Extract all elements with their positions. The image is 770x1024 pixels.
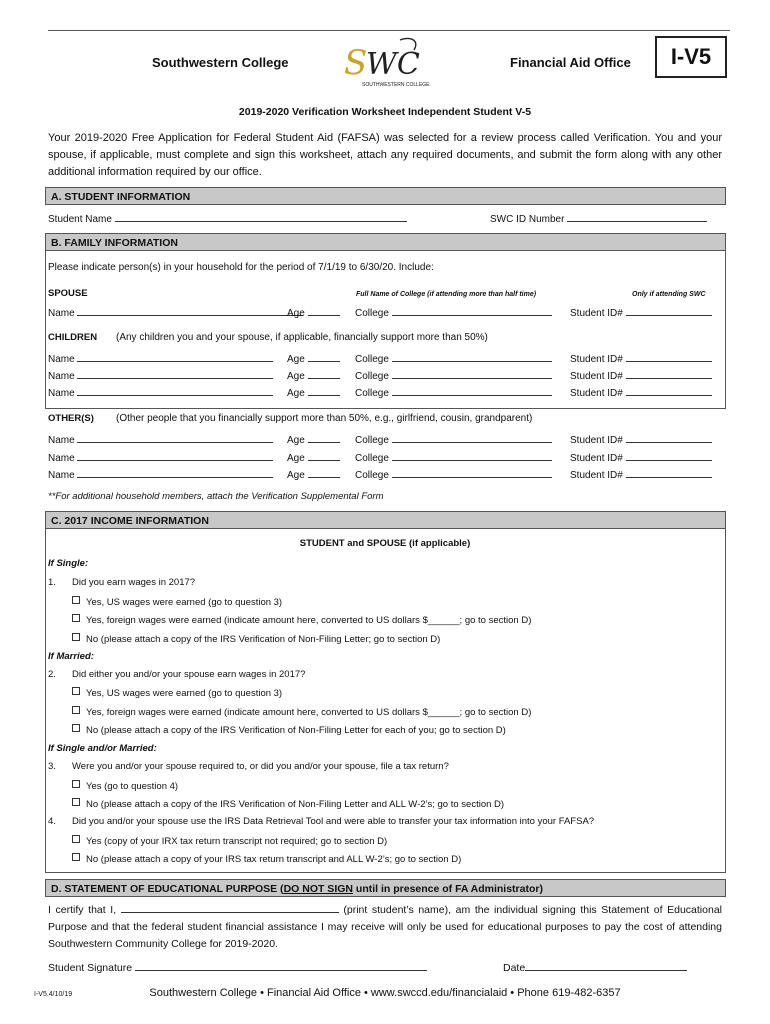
q2-text: Did either you and/or your spouse earn wages in 2017?	[72, 669, 306, 680]
q3-option-b[interactable]: No (please attach a copy of the IRS Verification of Non-Filing Letter and ALL W-2’s; go to section D)	[72, 798, 504, 810]
other-2-name-field[interactable]: Name	[48, 450, 273, 464]
checkbox[interactable]	[72, 853, 80, 861]
q1-option-c[interactable]: No (please attach a copy of the IRS Verification of Non-Filing Letter; go to section D)	[72, 633, 440, 645]
q4-number: 4.	[48, 816, 56, 827]
other-2-college-field[interactable]: College	[355, 450, 552, 464]
child-1-name-field[interactable]: Name	[48, 351, 273, 365]
intro-paragraph: Your 2019-2020 Free Application for Federal Student Aid (FAFSA) was selected for a review process called Verification. You and your spouse, if applicable, must complete and sign this worksheet, attach any required documents, and submit the form along with any other additional information required by our office.	[48, 132, 722, 178]
spouse-age-field[interactable]: Age	[287, 305, 340, 319]
other-3-college-field[interactable]: College	[355, 467, 552, 481]
section-b-heading: B. FAMILY INFORMATION	[45, 233, 726, 251]
if-single-or-married-label: If Single and/or Married:	[48, 743, 157, 754]
q1-number: 1.	[48, 577, 56, 588]
q4-text: Did you and/or your spouse use the IRS Data Retrieval Tool and were able to transfer your tax information into your FAFSA?	[72, 816, 595, 827]
other-1-age-field[interactable]: Age	[287, 432, 340, 446]
checkbox[interactable]	[72, 835, 80, 843]
child-2-name-field[interactable]: Name	[48, 368, 273, 382]
others-description: (Other people that you financially support more than 50%, e.g., girlfriend, cousin, grandparent)	[116, 413, 533, 424]
other-3-student-id-field[interactable]: Student ID#	[570, 467, 712, 481]
document-title: 2019-2020 Verification Worksheet Independent Student V-5	[238, 106, 532, 118]
checkbox[interactable]	[72, 724, 80, 732]
other-1-college-field[interactable]: College	[355, 432, 552, 446]
children-label: CHILDREN	[48, 332, 98, 343]
office-name: Financial Aid Office	[510, 55, 631, 70]
q2-option-a[interactable]: Yes, US wages were earned (go to question 3)	[72, 687, 282, 699]
q2-option-c[interactable]: No (please attach a copy of the IRS Verification of Non-Filing Letter for each of you; go to section D)	[72, 724, 506, 736]
child-1-age-field[interactable]: Age	[287, 351, 340, 365]
checkbox[interactable]	[72, 614, 80, 622]
child-3-age-field[interactable]: Age	[287, 385, 340, 399]
footer-contact: Southwestern College • Financial Aid Office • www.swccd.edu/financialaid • Phone 619-482-6357	[149, 987, 621, 999]
child-1-student-id-field[interactable]: Student ID#	[570, 351, 712, 365]
spouse-name-field[interactable]: Name	[48, 305, 303, 319]
other-2-student-id-field[interactable]: Student ID#	[570, 450, 712, 464]
school-name: Southwestern College	[152, 55, 289, 70]
swc-id-field[interactable]	[490, 211, 707, 225]
q4-option-a[interactable]: Yes (copy of your IRX tax return transcript not required; go to section D)	[72, 835, 387, 847]
checkbox[interactable]	[72, 633, 80, 641]
q2-number: 2.	[48, 669, 56, 680]
q1-text: Did you earn wages in 2017?	[72, 577, 196, 588]
checkbox[interactable]	[72, 798, 80, 806]
q1-option-b[interactable]: Yes, foreign wages were earned (indicate amount here, converted to US dollars $______; go to section D)	[72, 614, 531, 626]
child-2-college-field[interactable]: College	[355, 368, 552, 382]
child-1-college-field[interactable]: College	[355, 351, 552, 365]
checkbox[interactable]	[72, 780, 80, 788]
header-rule	[48, 30, 730, 31]
student-name-label: Student Name	[48, 214, 112, 225]
child-3-college-field[interactable]: College	[355, 385, 552, 399]
q3-option-a[interactable]: Yes (go to question 4)	[72, 780, 178, 792]
q4-option-b[interactable]: No (please attach a copy of your IRS tax return transcript and ALL W-2’s; go to section D)	[72, 853, 461, 865]
certification-statement[interactable]: I certify that I, (print student’s name), am the individual signing this Statement of Educational Purpose and that the federal student financial assistance I may receive will only be used for educational purposes to pay the cost of attending Southwestern Community College for 2019-2020.	[48, 904, 722, 950]
logo-subtitle: SOUTHWESTERN COLLEGE	[362, 82, 430, 88]
section-c-subheading: STUDENT and SPOUSE (if applicable)	[299, 538, 471, 549]
other-1-name-field[interactable]: Name	[48, 432, 273, 446]
child-2-age-field[interactable]: Age	[287, 368, 340, 382]
other-3-age-field[interactable]: Age	[287, 467, 340, 481]
supplemental-note: **For additional household members, attach the Verification Supplemental Form	[48, 491, 384, 502]
spouse-student-id-field[interactable]: Student ID#	[570, 305, 712, 319]
college-hint: Full Name of College (if attending more than half time)	[356, 291, 537, 298]
swc-hint: Only if attending SWC	[632, 291, 706, 298]
child-3-name-field[interactable]: Name	[48, 385, 273, 399]
swc-logo	[340, 36, 436, 90]
logo-s: S	[344, 43, 368, 83]
revision-code: I-V5.4/10/19	[34, 991, 73, 998]
children-description: (Any children you and your spouse, if applicable, financially support more than 50%)	[116, 332, 488, 343]
if-single-label: If Single:	[48, 558, 89, 569]
if-married-label: If Married:	[48, 651, 94, 662]
child-2-student-id-field[interactable]: Student ID#	[570, 368, 712, 382]
date-field[interactable]: Date	[503, 960, 687, 974]
checkbox[interactable]	[72, 706, 80, 714]
section-c-heading: C. 2017 INCOME INFORMATION	[45, 511, 726, 529]
other-2-age-field[interactable]: Age	[287, 450, 340, 464]
spouse-label: SPOUSE	[48, 288, 88, 299]
spouse-college-field[interactable]: College	[355, 305, 552, 319]
other-1-student-id-field[interactable]: Student ID#	[570, 432, 712, 446]
checkbox[interactable]	[72, 596, 80, 604]
logo-wc: WC	[366, 47, 420, 82]
others-label: OTHER(S)	[48, 413, 94, 424]
section-a-heading: A. STUDENT INFORMATION	[45, 187, 726, 205]
q3-number: 3.	[48, 761, 56, 772]
section-d-heading: D. STATEMENT OF EDUCATIONAL PURPOSE (DO NOT SIGN until in presence of FA Administrator)	[45, 879, 726, 897]
q1-option-a[interactable]: Yes, US wages were earned (go to question 3)	[72, 596, 282, 608]
household-prompt: Please indicate person(s) in your household for the period of 7/1/19 to 6/30/20. Include:	[48, 262, 434, 273]
checkbox[interactable]	[72, 687, 80, 695]
form-id-badge: I-V5	[655, 36, 727, 78]
student-signature-field[interactable]: Student Signature	[48, 960, 427, 974]
child-3-student-id-field[interactable]: Student ID#	[570, 385, 712, 399]
q3-text: Were you and/or your spouse required to, or did you and/or your spouse, file a tax return?	[72, 761, 449, 772]
student-name-field[interactable]	[48, 211, 407, 225]
other-3-name-field[interactable]: Name	[48, 467, 273, 481]
swc-id-label: SWC ID Number	[490, 214, 565, 225]
q2-option-b[interactable]: Yes, foreign wages were earned (indicate amount here, converted to US dollars $______; go to section D)	[72, 706, 531, 718]
